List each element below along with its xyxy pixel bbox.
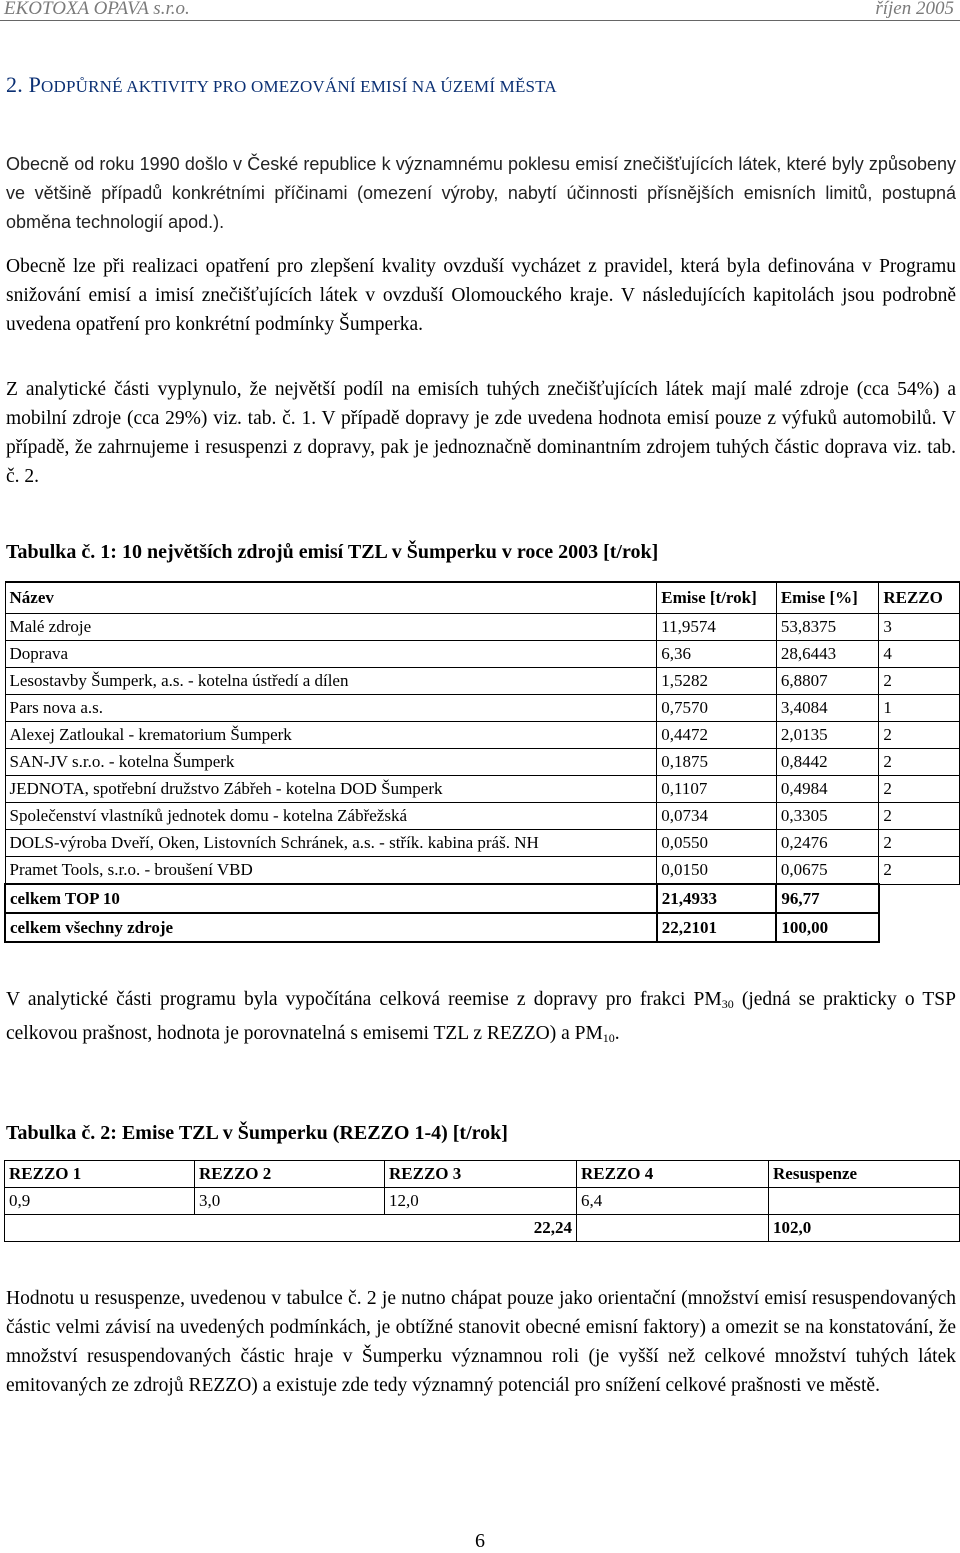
table-total-cell: 22,2101 — [657, 913, 777, 942]
table-total-row — [5, 884, 960, 913]
table-header-cell: Název — [5, 582, 657, 614]
table-header-cell: REZZO 1 — [5, 1161, 195, 1188]
table-row — [5, 695, 960, 722]
table-cell: 11,9574 — [657, 614, 777, 641]
table-cell — [769, 1188, 960, 1215]
table-cell: JEDNOTA, spotřební družstvo Zábřeh - kotelna DOD Šumperk — [5, 776, 657, 803]
table-cell: 0,8442 — [776, 749, 879, 776]
p4-text-a: V analytické části programu byla vypočítána celková reemise z dopravy pro frakci PM — [6, 989, 722, 1010]
table-cell: Doprava — [5, 641, 657, 668]
table-total-cell: 21,4933 — [657, 884, 777, 913]
table-header-cell: REZZO 4 — [577, 1161, 769, 1188]
paragraph-resuspension: Hodnotu u resuspenze, uvedenou v tabulce č. 2 je nutno chápat pouze jako orientační (množství emisí resuspendovaných částic velmi závisí na uvedených podmínkách, je obtížné stanovit obecné emisní faktory) a omezit se na konstatování, že množství resuspendovaných částic hraje v Šumperku významnou roli (je vyšší než celkové množství tuhých látek emitovaných ze zdrojů REZZO) a existuje zde tedy významný potenciál pro snížení celkové prašnosti ve městě. — [6, 1288, 956, 1396]
table-cell: Lesostavby Šumperk, a.s. - kotelna ústředí a dílen — [5, 668, 657, 695]
table-cell: 3,4084 — [776, 695, 879, 722]
table-cell: 0,1875 — [657, 749, 777, 776]
table-cell: 0,3305 — [776, 803, 879, 830]
p4-text-c: . — [614, 1023, 620, 1044]
table-row — [5, 857, 960, 885]
table-cell: DOLS-výroba Dveří, Oken, Listovních Schránek, a.s. - střík. kabina práš. NH — [5, 830, 657, 857]
table-cell: 0,1107 — [657, 776, 777, 803]
table-cell: 1 — [879, 695, 960, 722]
paragraph-analysis: Z analytické části vyplynulo, že největší podíl na emisích tuhých znečišťujících látek mají malé zdroje (cca 54%) a mobilní zdroje (cca 29%) viz. tab. č. 1. V případě dopravy je zde uvedena hodnota emisí pouze z výfuků automobilů. V případě, že zahrnujeme i resuspenzi z dopravy, pak je jednoznačně dominantním zdrojem tuhých částic doprava viz. tab. č. 2. — [6, 379, 956, 487]
table-row — [5, 830, 960, 857]
table-cell: 2 — [879, 776, 960, 803]
table-cell: Malé zdroje — [5, 614, 657, 641]
table-total-cell: 100,00 — [776, 913, 879, 942]
table-cell: 0,2476 — [776, 830, 879, 857]
table-cell: 0,0550 — [657, 830, 777, 857]
table-cell: 0,9 — [5, 1188, 195, 1215]
p4-subscript-30: 30 — [721, 997, 734, 1011]
table-cell: 0,4472 — [657, 722, 777, 749]
table-cell: 2 — [879, 722, 960, 749]
table-cell: 6,8807 — [776, 668, 879, 695]
rezzo-sum-cell: 22,24 — [5, 1215, 577, 1242]
p4-subscript-10: 10 — [602, 1031, 615, 1045]
table-empty-cell — [879, 913, 960, 942]
table-cell: 2 — [879, 857, 960, 885]
section-heading — [6, 72, 557, 98]
emissions-sources-table — [4, 581, 960, 943]
table-cell: 6,4 — [577, 1188, 769, 1215]
table-empty-cell — [577, 1215, 769, 1242]
header-company: EKOTOXA OPAVA s.r.o. — [4, 0, 190, 19]
header-date: říjen 2005 — [875, 0, 954, 19]
header-rule — [0, 20, 960, 21]
table-cell: 0,4984 — [776, 776, 879, 803]
table-cell: 1,5282 — [657, 668, 777, 695]
table-cell: 0,7570 — [657, 695, 777, 722]
table-cell: Alexej Zatloukal - krematorium Šumperk — [5, 722, 657, 749]
table-cell: 53,8375 — [776, 614, 879, 641]
paragraph-intro: Obecně od roku 1990 došlo v České republice k významnému poklesu emisí znečišťujících látek, které byly způsobeny ve většině případů konkrétními příčinami (omezení výroby, nabytí účinnosti přísnějších emisních limitů, postupná obměna technologií apod.). — [6, 154, 956, 232]
table-header-row — [5, 1161, 960, 1188]
table-row — [5, 749, 960, 776]
table-total-cell: celkem všechny zdroje — [5, 913, 657, 942]
table-total-cell: 96,77 — [776, 884, 879, 913]
table-row — [5, 668, 960, 695]
p4-text-b: (jedná se prakticky o TSP celkovou prašnost, hodnota je porovnatelná s emisemi TZL z REZZO) a PM — [6, 989, 956, 1044]
table2-caption: Tabulka č. 2: Emise TZL v Šumperku (REZZO 1-4) [t/rok] — [6, 1122, 508, 1144]
table1-caption: Tabulka č. 1: 10 největších zdrojů emisí TZL v Šumperku v roce 2003 [t/rok] — [6, 541, 659, 563]
table-header-row — [5, 582, 960, 614]
resuspension-value-cell: 102,0 — [769, 1215, 960, 1242]
table-cell: Pars nova a.s. — [5, 695, 657, 722]
paragraph-reemission — [6, 985, 956, 1053]
section-title-rest: ODPŮRNÉ AKTIVITY PRO OMEZOVÁNÍ EMISÍ NA ÚZEMÍ MĚSTA — [41, 77, 557, 96]
table-total-row — [5, 913, 960, 942]
table-row — [5, 641, 960, 668]
paragraph-program: Obecně lze při realizaci opatření pro zlepšení kvality ovzduší vycházet z pravidel, která byla definována v Programu snižování emisí a imisí znečišťujících látek v ovzduší Olomouckého kraje. V následujících kapitolách jsou podrobně uvedena opatření pro konkrétní podmínky Šumperka. — [6, 256, 956, 335]
table-row — [5, 722, 960, 749]
table-total-cell: celkem TOP 10 — [5, 884, 657, 913]
table-row — [5, 1188, 960, 1215]
section-number: 2. — [6, 72, 23, 97]
table-cell: Pramet Tools, s.r.o. - broušení VBD — [5, 857, 657, 885]
table-row — [5, 776, 960, 803]
table-header-cell: REZZO 2 — [195, 1161, 385, 1188]
table-cell: 0,0150 — [657, 857, 777, 885]
table-cell: 6,36 — [657, 641, 777, 668]
table-cell: 0,0734 — [657, 803, 777, 830]
table-cell: 2 — [879, 749, 960, 776]
table-cell: 0,0675 — [776, 857, 879, 885]
table-header-cell: REZZO 3 — [385, 1161, 577, 1188]
table-cell: SAN-JV s.r.o. - kotelna Šumperk — [5, 749, 657, 776]
table-header-cell: Emise [%] — [776, 582, 879, 614]
table-cell: 3 — [879, 614, 960, 641]
table-row — [5, 803, 960, 830]
table-cell: 28,6443 — [776, 641, 879, 668]
table-cell: Společenství vlastníků jednotek domu - kotelna Zábřežská — [5, 803, 657, 830]
table-header-cell: Emise [t/rok] — [657, 582, 777, 614]
table-cell: 4 — [879, 641, 960, 668]
table-cell: 2 — [879, 668, 960, 695]
section-title-initial: P — [28, 72, 42, 97]
page-header — [0, 0, 960, 26]
table-cell: 3,0 — [195, 1188, 385, 1215]
table-sum-row — [5, 1215, 960, 1242]
table-header-cell: Resuspenze — [769, 1161, 960, 1188]
table-header-cell: REZZO — [879, 582, 960, 614]
table-cell: 2,0135 — [776, 722, 879, 749]
table-cell: 12,0 — [385, 1188, 577, 1215]
table-row — [5, 614, 960, 641]
table-cell: 2 — [879, 803, 960, 830]
page-number: 6 — [475, 1530, 485, 1552]
table-empty-cell — [879, 884, 960, 913]
table-cell: 2 — [879, 830, 960, 857]
rezzo-emissions-table — [4, 1160, 960, 1242]
